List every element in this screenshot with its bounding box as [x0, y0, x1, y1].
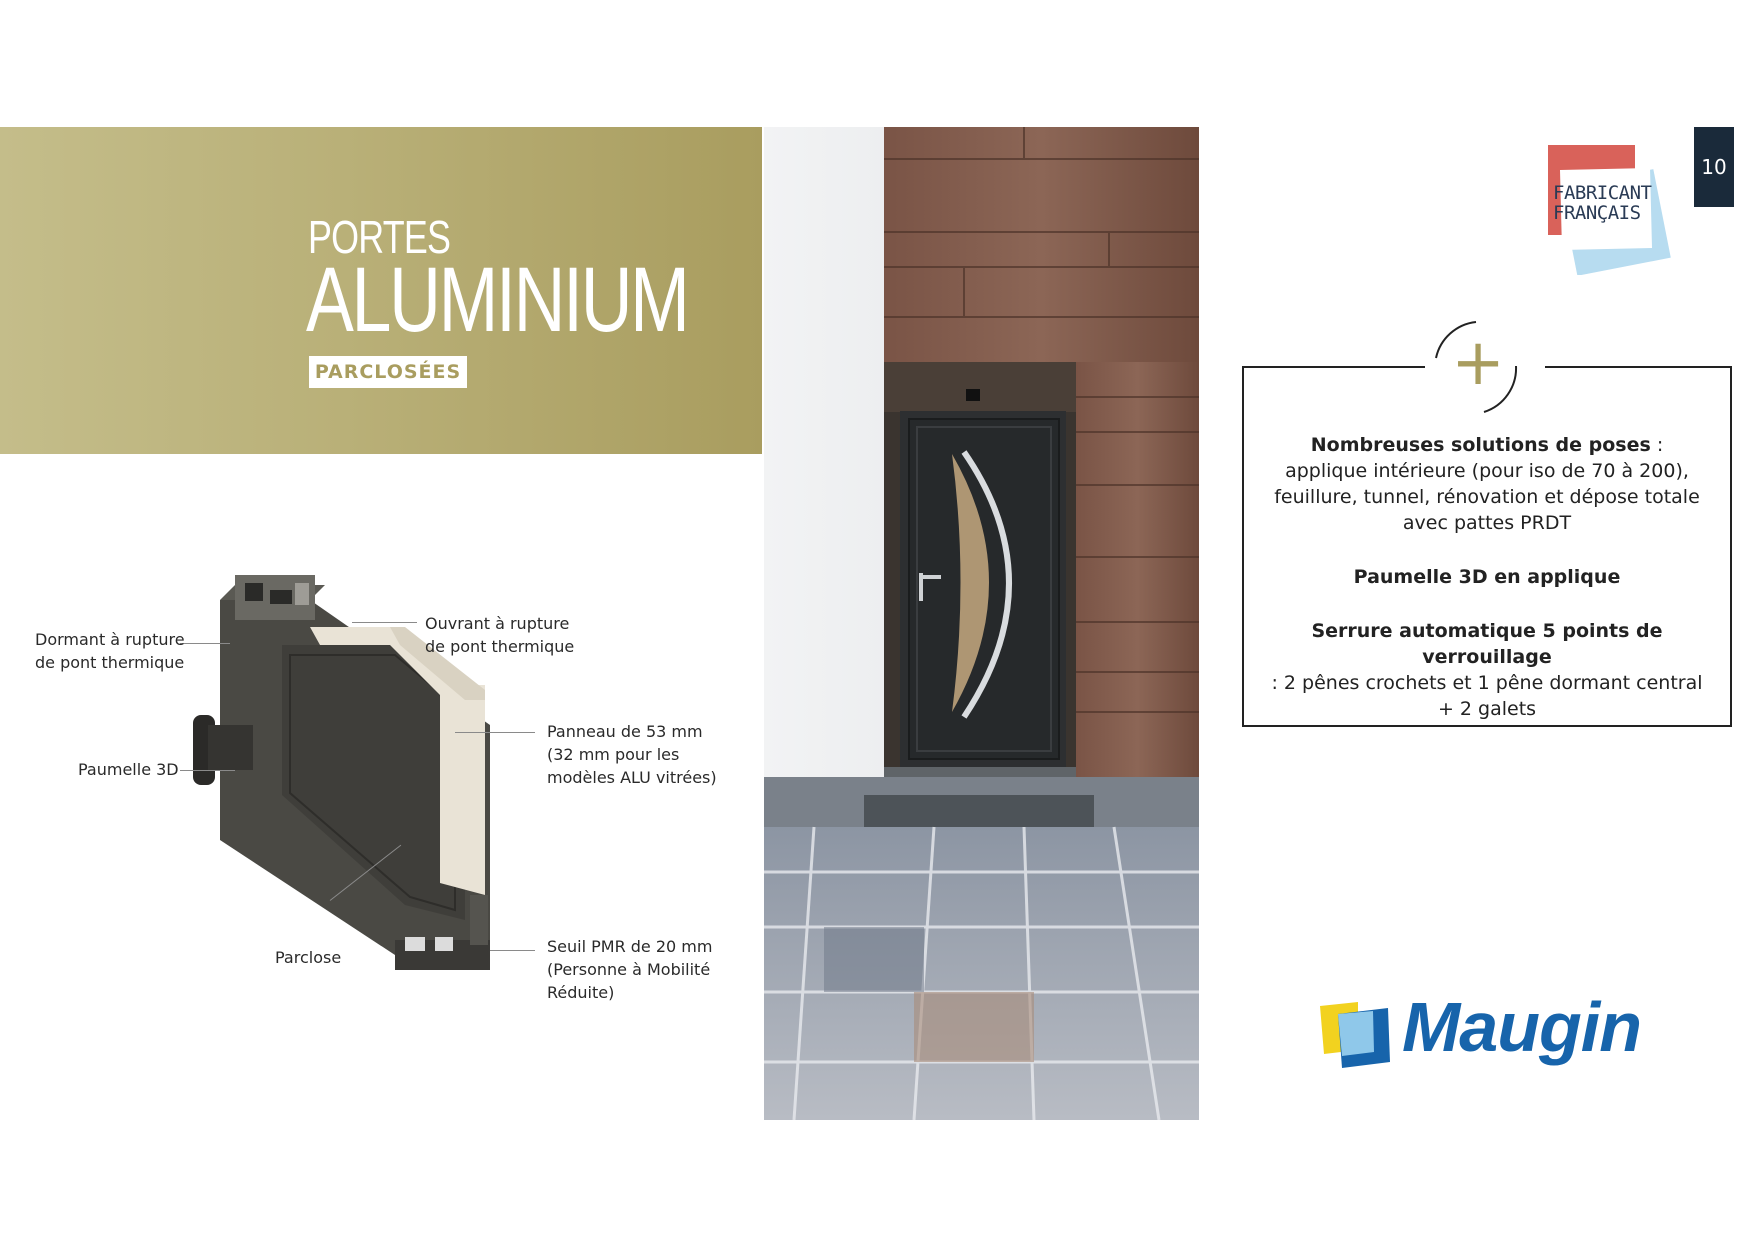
title-portes: PORTES — [308, 211, 451, 263]
label-dormant: Dormant à rupture de pont thermique — [35, 630, 185, 672]
door-photo — [764, 127, 1199, 1120]
label-ouvrant: Ouvrant à rupture de pont thermique — [425, 614, 575, 656]
feature-poses: Nombreuses solutions de poses : applique intérieure (pour iso de 70 à 200), feuillure, tunnel, rénovation et dépose totale avec pattes PRDT — [1274, 434, 1700, 534]
maugin-logo-text: Maugin — [1402, 988, 1641, 1066]
leader-paumelle — [180, 770, 235, 771]
badge-text: FABRICANT FRANÇAIS — [1553, 182, 1652, 224]
plus-badge — [1428, 318, 1528, 418]
label-parclose: Parclose — [275, 948, 342, 967]
leader-dormant — [180, 643, 230, 644]
features-text — [1250, 432, 1724, 750]
title-aluminium: ALUMINIUM — [306, 249, 688, 351]
subtitle-badge: PARCLOSÉES — [309, 356, 467, 388]
door-illustration — [764, 127, 1199, 1120]
leader-panneau — [455, 732, 535, 733]
feature-serrure: Serrure automatique 5 points de verrouillage : 2 pênes crochets et 1 pêne dormant central + 2 galets — [1271, 620, 1703, 720]
leader-ouvrant — [352, 622, 417, 623]
feature-paumelle: Paumelle 3D en applique — [1353, 566, 1621, 588]
plus-symbol: + — [1451, 326, 1505, 400]
maugin-logo-icon — [1318, 1000, 1403, 1072]
label-panneau: Panneau de 53 mm (32 mm pour les modèles ALU vitrées) — [547, 722, 717, 787]
label-seuil: Seuil PMR de 20 mm (Personne à Mobilité Réduite) — [547, 937, 713, 1002]
label-paumelle: Paumelle 3D — [78, 760, 179, 779]
leader-seuil — [490, 950, 535, 951]
page-number: 10 — [1694, 127, 1734, 207]
